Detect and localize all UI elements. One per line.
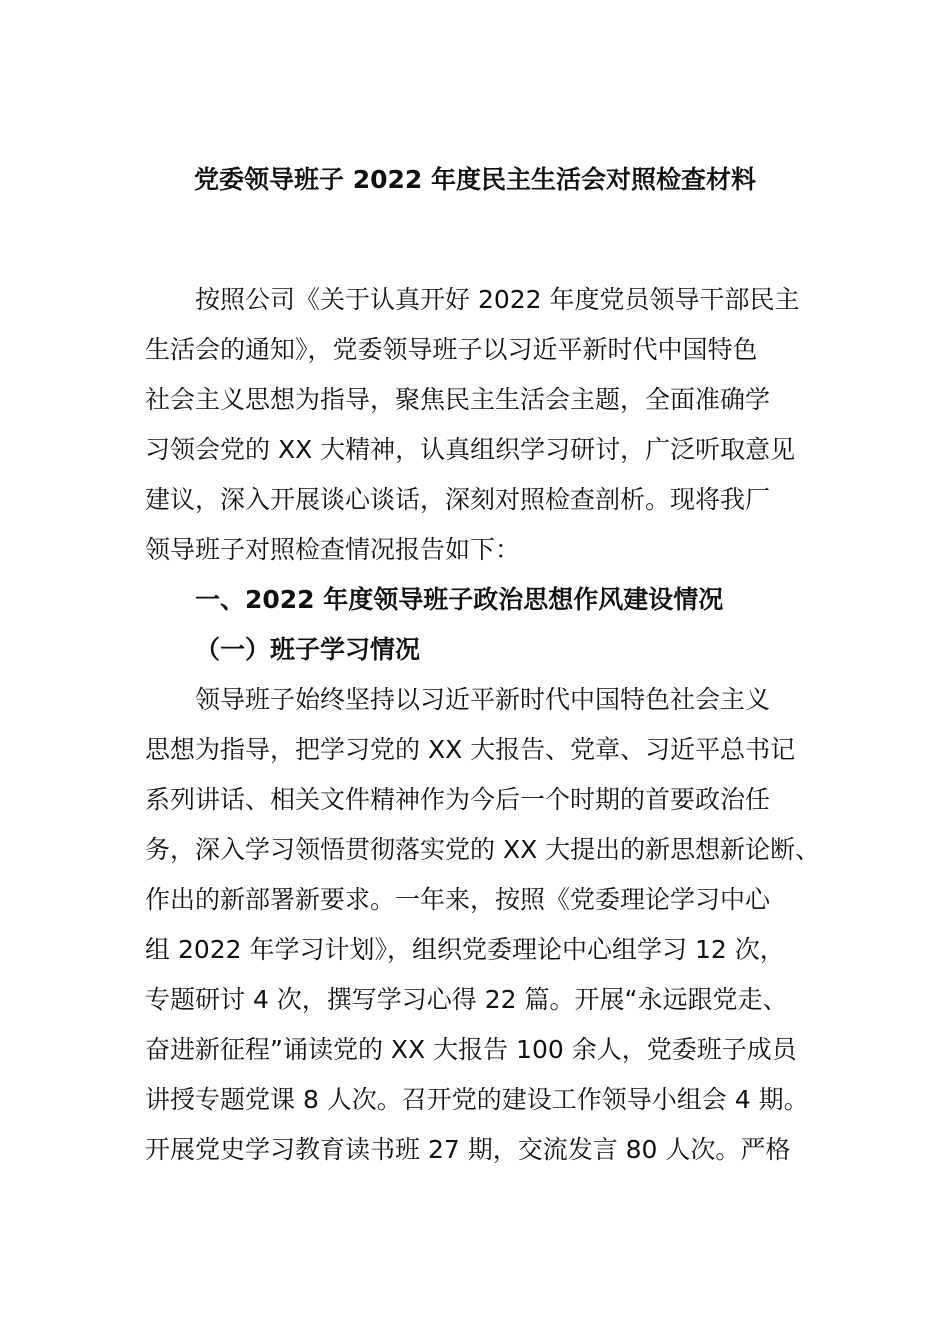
paragraph-study-line-8: 奋进新征程”诵读党的 XX 大报告 100 余人，党委班子成员 bbox=[145, 1035, 797, 1064]
section-heading-1: 一、2022 年度领导班子政治思想作风建设情况 bbox=[195, 585, 724, 614]
paragraph-study-line-6: 组 2022 年学习计划》，组织党委理论中心组学习 12 次， bbox=[145, 935, 785, 964]
paragraph-study-line-7: 专题研讨 4 次，撰写学习心得 22 篇。开展“永远跟党走、 bbox=[145, 985, 788, 1014]
paragraph-intro-line-5: 建议，深入开展谈心谈话，深刻对照检查剖析。现将我厂 bbox=[145, 485, 771, 514]
paragraph-intro-line-4: 习领会党的 XX 大精神，认真组织学习研讨，广泛听取意见 bbox=[145, 435, 796, 464]
paragraph-intro-line-3: 社会主义思想为指导，聚焦民主生活会主题，全面准确学 bbox=[145, 385, 771, 414]
paragraph-intro-line-2: 生活会的通知》，党委领导班子以习近平新时代中国特色 bbox=[145, 335, 758, 364]
paragraph-study-line-5: 作出的新部署新要求。一年来，按照《党委理论学习中心 bbox=[145, 885, 771, 914]
paragraph-study-line-9: 讲授专题党课 8 人次。召开党的建设工作领导小组会 4 期。 bbox=[145, 1085, 809, 1114]
paragraph-study-line-2: 思想为指导，把学习党的 XX 大报告、党章、习近平总书记 bbox=[145, 735, 796, 764]
paragraph-intro-line-1: 按照公司《关于认真开好 2022 年度党员领导干部民主 bbox=[195, 285, 800, 314]
document-title: 党委领导班子 2022 年度民主生活会对照检查材料 bbox=[194, 165, 756, 194]
paragraph-study-line-1: 领导班子始终坚持以习近平新时代中国特色社会主义 bbox=[195, 685, 771, 714]
paragraph-study-line-10: 开展党史学习教育读书班 27 期，交流发言 80 人次。严格 bbox=[145, 1135, 791, 1164]
paragraph-study-line-3: 系列讲话、相关文件精神作为今后一个时期的首要政治任 bbox=[145, 785, 771, 814]
subsection-heading-1: （一）班子学习情况 bbox=[195, 635, 421, 664]
paragraph-study-line-4: 务，深入学习领悟贯彻落实党的 XX 大提出的新思想新论断、 bbox=[145, 835, 821, 864]
paragraph-intro-line-6: 领导班子对照检查情况报告如下： bbox=[145, 535, 521, 564]
